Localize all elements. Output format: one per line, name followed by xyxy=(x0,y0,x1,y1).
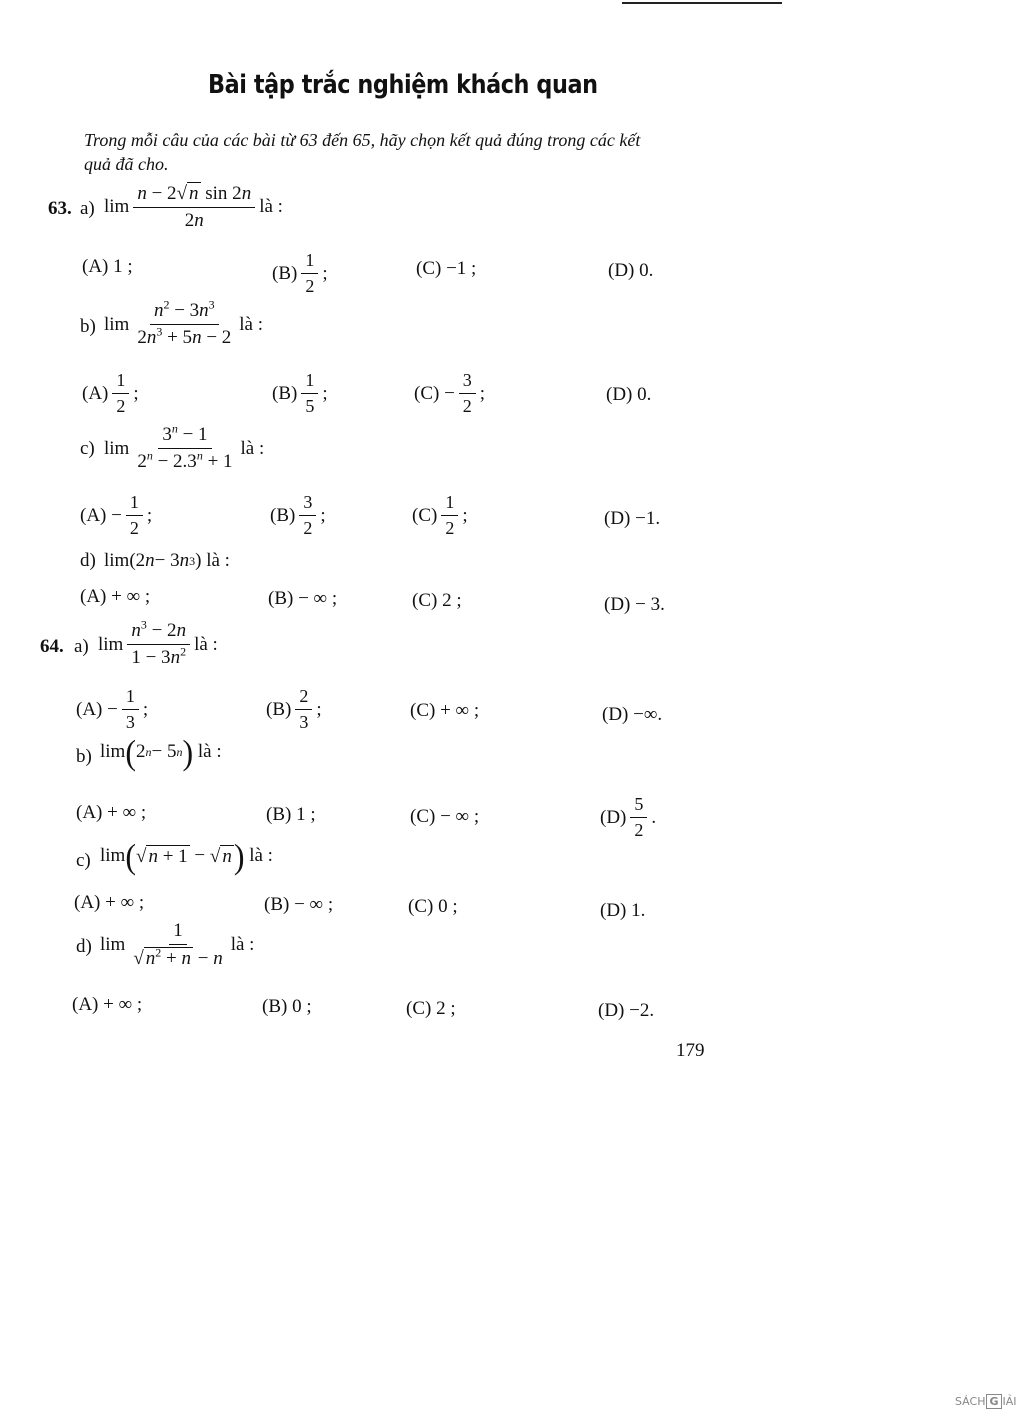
q63c-option-a[interactable]: (A) − $\frac{1}{2}$ ; xyxy=(80,492,153,538)
q63c-options xyxy=(0,490,1024,550)
q64b-option-a[interactable]: (A) + ∞ ; xyxy=(76,802,147,823)
q63d-option-a[interactable]: (A) + ∞ ; xyxy=(80,586,151,607)
q64b-label: b) xyxy=(76,746,92,767)
q63d-expression: lim(2 n − 3 n 3 ) là : xyxy=(104,550,230,571)
q64c-option-a[interactable]: (A) + ∞ ; xyxy=(74,892,145,913)
q64d-fraction: 1 √ $n^2 + n$ − n xyxy=(133,920,223,969)
q64c-expression: lim ( √ n + 1 − √ n ) là : xyxy=(100,836,273,876)
lim-text: lim xyxy=(100,934,126,955)
q64b-option-d[interactable]: (D) $\frac{5}{2}$ . xyxy=(600,794,657,840)
lim-text: lim xyxy=(98,633,124,655)
q64d-option-b[interactable]: (B) 0 ; xyxy=(262,996,312,1017)
q63d-label: d) xyxy=(80,550,96,571)
q64b-tail: là : xyxy=(197,741,222,762)
q63a-expression xyxy=(104,182,283,232)
q64a-option-b[interactable]: (B) $\frac{2}{3}$ ; xyxy=(266,686,322,732)
q64a-options xyxy=(0,684,1024,744)
q63c-label: c) xyxy=(80,438,95,459)
q63d-option-b[interactable]: (B) − ∞ ; xyxy=(268,588,338,609)
q64a-expression xyxy=(98,617,218,669)
q63c-option-c[interactable]: (C) $\frac{1}{2}$ ; xyxy=(412,492,468,538)
q63b-expression xyxy=(104,297,264,349)
q64c-label: c) xyxy=(76,850,91,871)
q63c-tail: là : xyxy=(240,437,265,459)
q63a-prompt xyxy=(0,182,1024,242)
q63b-tail: là : xyxy=(239,313,264,335)
header-rule xyxy=(622,2,782,4)
instructions-line-1: Trong mỗi câu của các bài từ 63 đến 65, hãy chọn kết quả đúng trong các kết xyxy=(84,130,641,150)
q64a-option-c[interactable]: (C) + ∞ ; xyxy=(410,700,480,721)
q63d-option-c[interactable]: (C) 2 ; xyxy=(412,590,462,611)
instructions-line-2: quả đã cho. xyxy=(84,154,169,174)
q64d-prompt xyxy=(0,920,1024,980)
q63a-option-d[interactable]: (D) 0. xyxy=(608,260,654,281)
page-number: 179 xyxy=(676,1040,705,1061)
q64d-option-d[interactable]: (D) −2. xyxy=(598,1000,655,1021)
q63d-tail: là : xyxy=(206,550,230,571)
lim-text: lim xyxy=(104,313,130,335)
q63b-label: b) xyxy=(80,316,96,337)
q63b-option-c[interactable]: (C) − $\frac{3}{2}$ ; xyxy=(414,370,486,416)
q63a-tail: là : xyxy=(259,196,283,217)
q63b-fraction: $\frac{n^2 - 3n^3}{2n^3 + 5n - 2}$ xyxy=(137,297,232,348)
q64c-option-c[interactable]: (C) 0 ; xyxy=(408,896,458,917)
q63c-option-d[interactable]: (D) −1. xyxy=(604,508,661,529)
q64d-option-a[interactable]: (A) + ∞ ; xyxy=(72,994,143,1015)
q64b-option-b[interactable]: (B) 1 ; xyxy=(266,804,316,825)
q63b-option-d[interactable]: (D) 0. xyxy=(606,384,652,405)
q64a-label: a) xyxy=(74,636,89,657)
q64c-tail: là : xyxy=(249,845,273,866)
lim-text: lim xyxy=(104,437,130,459)
q63c-expression xyxy=(104,421,265,473)
q63b-options xyxy=(0,368,1024,428)
q64a-fraction: $\frac{n^3 - 2n}{1 - 3n^2}$ xyxy=(127,620,190,669)
q63c-prompt xyxy=(0,421,1024,484)
watermark-logo: SÁCH G IẢI xyxy=(955,1395,1017,1408)
q64b-expression: lim ( 2 n − 5 n ) là : xyxy=(100,732,222,772)
q64d-tail: là : xyxy=(230,934,255,955)
q64c-option-d[interactable]: (D) 1. xyxy=(600,900,646,921)
q64d-option-c[interactable]: (C) 2 ; xyxy=(406,998,456,1019)
q63a-option-a[interactable]: (A) 1 ; xyxy=(82,256,133,277)
q63a-option-c[interactable]: (C) −1 ; xyxy=(416,258,477,279)
q64a-option-d[interactable]: (D) −∞. xyxy=(602,704,663,725)
q63a-fraction: n − 2 √ n sin 2n 2n xyxy=(133,182,255,232)
q64d-expression xyxy=(100,920,254,970)
instructions xyxy=(84,128,734,176)
q64-number: 64. xyxy=(40,636,64,657)
q64a-tail: là : xyxy=(194,633,218,655)
q63-number: 63. xyxy=(48,198,72,219)
lim-text: lim xyxy=(104,196,130,217)
q64b-prompt xyxy=(0,732,1024,796)
q63b-option-a[interactable]: (A) $\frac{1}{2}$ ; xyxy=(82,370,139,416)
q63a-label: a) xyxy=(80,198,95,219)
q63a-option-b[interactable]: (B) $\frac{1}{2}$ ; xyxy=(272,250,328,296)
q63c-option-b[interactable]: (B) $\frac{3}{2}$ ; xyxy=(270,492,326,538)
q63d-option-d[interactable]: (D) − 3. xyxy=(604,594,665,615)
q64d-label: d) xyxy=(76,936,92,957)
q63b-option-b[interactable]: (B) $\frac{1}{5}$ ; xyxy=(272,370,328,416)
q63c-fraction: $\frac{3^n - 1}{2^n - 2.3^n + 1}$ xyxy=(137,421,233,472)
q64a-option-a[interactable]: (A) − $\frac{1}{3}$ ; xyxy=(76,686,149,732)
q64b-option-c[interactable]: (C) − ∞ ; xyxy=(410,806,480,827)
q64c-option-b[interactable]: (B) − ∞ ; xyxy=(264,894,334,915)
q63b-prompt xyxy=(0,297,1024,360)
section-title: Bài tập trắc nghiệm khách quan xyxy=(208,70,598,100)
q64a-prompt xyxy=(0,617,1024,680)
q64d-options xyxy=(0,990,1024,1050)
